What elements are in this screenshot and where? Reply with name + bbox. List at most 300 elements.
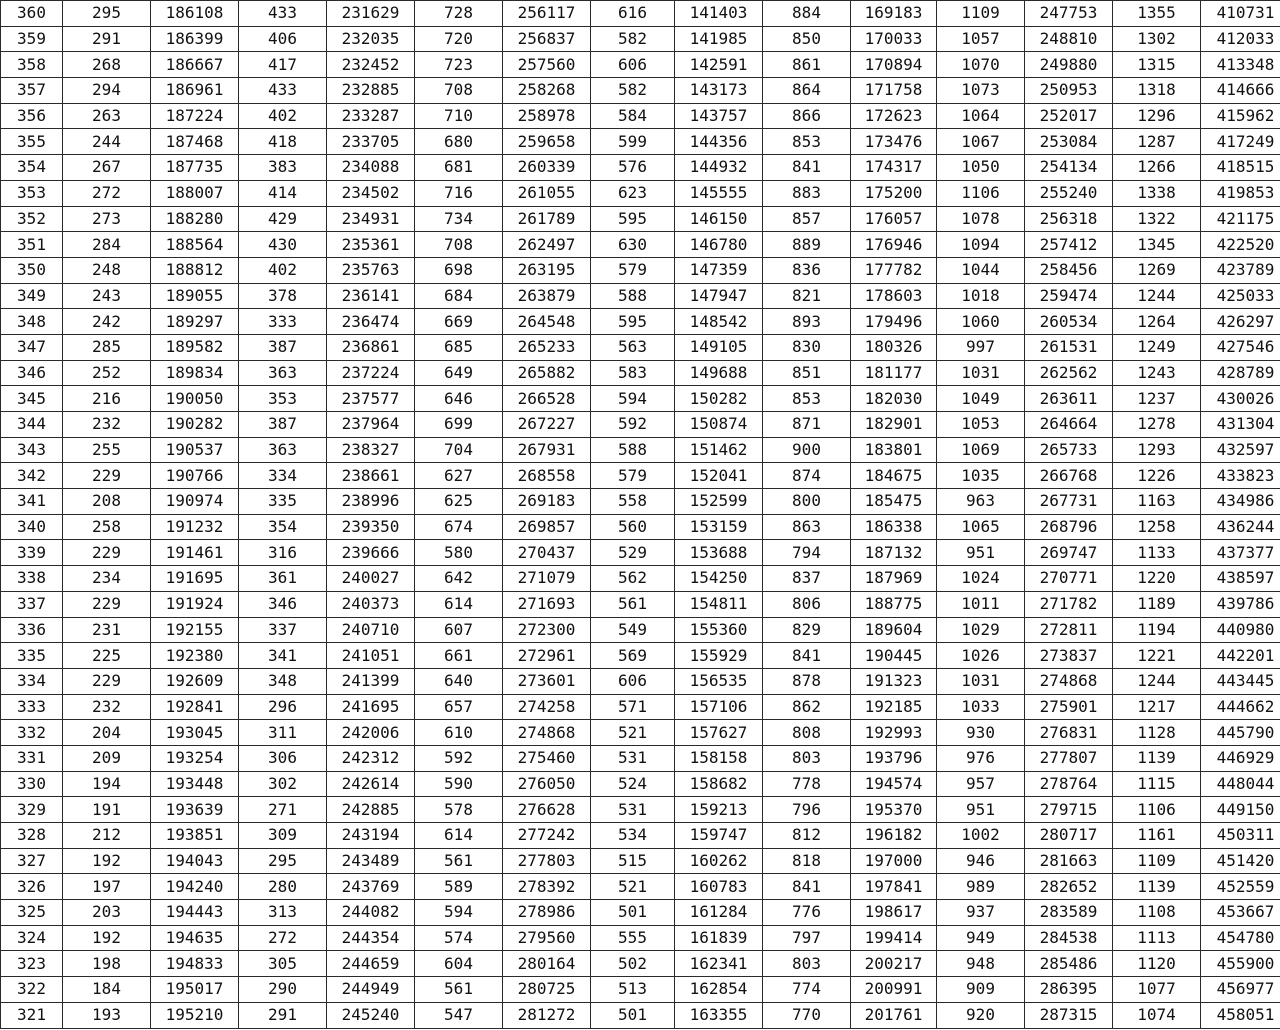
- table-row: [1, 437, 1280, 463]
- table-cell: 233705: [327, 129, 415, 155]
- table-cell: 862: [763, 694, 851, 720]
- table-body: [1, 1, 1280, 1029]
- table-cell: 774: [763, 977, 851, 1003]
- table-cell: 1044: [937, 257, 1025, 283]
- table-row: [1, 412, 1280, 438]
- table-cell: 337: [239, 617, 327, 643]
- table-cell: 146150: [675, 206, 763, 232]
- table-cell: 521: [591, 874, 675, 900]
- table-cell: 841: [763, 643, 851, 669]
- table-cell: 187224: [151, 103, 239, 129]
- table-cell: 242006: [327, 720, 415, 746]
- table-cell: 614: [415, 823, 503, 849]
- table-cell: 429: [239, 206, 327, 232]
- table-cell: 884: [763, 1, 851, 27]
- table-cell: 191924: [151, 591, 239, 617]
- table-cell: 630: [591, 232, 675, 258]
- table-cell: 681: [415, 155, 503, 181]
- table-cell: 194635: [151, 925, 239, 951]
- table-cell: 1106: [1113, 797, 1201, 823]
- table-cell: 1302: [1113, 26, 1201, 52]
- table-cell: 889: [763, 232, 851, 258]
- table-cell: 192993: [851, 720, 937, 746]
- table-cell: 800: [763, 489, 851, 515]
- table-cell: 1226: [1113, 463, 1201, 489]
- table-cell: 1244: [1113, 283, 1201, 309]
- table-row: [1, 309, 1280, 335]
- table-cell: 147947: [675, 283, 763, 309]
- table-cell: 949: [937, 925, 1025, 951]
- table-cell: 253084: [1025, 129, 1113, 155]
- table-cell: 248: [63, 257, 151, 283]
- table-cell: 270437: [503, 540, 591, 566]
- table-cell: 418515: [1201, 155, 1280, 181]
- score-cell: 329: [1, 797, 63, 823]
- table-cell: 582: [591, 78, 675, 104]
- table-cell: 657: [415, 694, 503, 720]
- table-cell: 448044: [1201, 771, 1280, 797]
- table-cell: 149105: [675, 334, 763, 360]
- table-cell: 900: [763, 437, 851, 463]
- score-cell: 337: [1, 591, 63, 617]
- score-cell: 324: [1, 925, 63, 951]
- table-cell: 245240: [327, 1002, 415, 1028]
- table-cell: 234502: [327, 180, 415, 206]
- table-cell: 1011: [937, 591, 1025, 617]
- table-cell: 1266: [1113, 155, 1201, 181]
- table-cell: 241399: [327, 668, 415, 694]
- table-cell: 232035: [327, 26, 415, 52]
- table-cell: 274258: [503, 694, 591, 720]
- table-cell: 193639: [151, 797, 239, 823]
- table-cell: 623: [591, 180, 675, 206]
- table-cell: 555: [591, 925, 675, 951]
- table-cell: 212: [63, 823, 151, 849]
- table-cell: 1264: [1113, 309, 1201, 335]
- table-cell: 158158: [675, 745, 763, 771]
- table-cell: 260339: [503, 155, 591, 181]
- table-cell: 1094: [937, 232, 1025, 258]
- table-cell: 646: [415, 386, 503, 412]
- table-cell: 989: [937, 874, 1025, 900]
- table-cell: 649: [415, 360, 503, 386]
- table-row: [1, 180, 1280, 206]
- table-cell: 563: [591, 334, 675, 360]
- table-cell: 534: [591, 823, 675, 849]
- table-cell: 277803: [503, 848, 591, 874]
- table-cell: 558: [591, 489, 675, 515]
- table-cell: 260534: [1025, 309, 1113, 335]
- table-cell: 920: [937, 1002, 1025, 1028]
- table-cell: 190974: [151, 489, 239, 515]
- table-cell: 232452: [327, 52, 415, 78]
- table-cell: 1106: [937, 180, 1025, 206]
- table-cell: 442201: [1201, 643, 1280, 669]
- table-cell: 239350: [327, 514, 415, 540]
- table-cell: 194: [63, 771, 151, 797]
- table-cell: 571: [591, 694, 675, 720]
- table-row: [1, 206, 1280, 232]
- table-cell: 241051: [327, 643, 415, 669]
- score-cell: 353: [1, 180, 63, 206]
- table-cell: 272811: [1025, 617, 1113, 643]
- table-cell: 261055: [503, 180, 591, 206]
- table-row: [1, 823, 1280, 849]
- table-cell: 909: [937, 977, 1025, 1003]
- table-cell: 590: [415, 771, 503, 797]
- table-cell: 232885: [327, 78, 415, 104]
- table-row: [1, 129, 1280, 155]
- table-cell: 606: [591, 668, 675, 694]
- table-cell: 861: [763, 52, 851, 78]
- score-cell: 358: [1, 52, 63, 78]
- score-cell: 348: [1, 309, 63, 335]
- table-cell: 244: [63, 129, 151, 155]
- table-cell: 188775: [851, 591, 937, 617]
- table-cell: 1065: [937, 514, 1025, 540]
- table-cell: 247753: [1025, 1, 1113, 27]
- table-cell: 193: [63, 1002, 151, 1028]
- table-cell: 271079: [503, 566, 591, 592]
- table-cell: 263195: [503, 257, 591, 283]
- table-cell: 269183: [503, 489, 591, 515]
- score-cell: 322: [1, 977, 63, 1003]
- table-cell: 561: [415, 977, 503, 1003]
- table-row: [1, 78, 1280, 104]
- table-cell: 273837: [1025, 643, 1113, 669]
- table-cell: 311: [239, 720, 327, 746]
- table-cell: 313: [239, 900, 327, 926]
- table-cell: 1139: [1113, 874, 1201, 900]
- table-cell: 521: [591, 720, 675, 746]
- table-cell: 599: [591, 129, 675, 155]
- table-cell: 255: [63, 437, 151, 463]
- table-cell: 240373: [327, 591, 415, 617]
- table-cell: 290: [239, 977, 327, 1003]
- table-cell: 194443: [151, 900, 239, 926]
- table-cell: 723: [415, 52, 503, 78]
- table-cell: 177782: [851, 257, 937, 283]
- table-cell: 275901: [1025, 694, 1113, 720]
- table-cell: 186667: [151, 52, 239, 78]
- table-cell: 857: [763, 206, 851, 232]
- table-cell: 529: [591, 540, 675, 566]
- table-cell: 720: [415, 26, 503, 52]
- table-cell: 642: [415, 566, 503, 592]
- table-cell: 1109: [937, 1, 1025, 27]
- table-cell: 175200: [851, 180, 937, 206]
- table-cell: 280725: [503, 977, 591, 1003]
- table-cell: 236474: [327, 309, 415, 335]
- table-cell: 244082: [327, 900, 415, 926]
- table-cell: 574: [415, 925, 503, 951]
- table-cell: 383: [239, 155, 327, 181]
- table-cell: 233287: [327, 103, 415, 129]
- score-cell: 349: [1, 283, 63, 309]
- table-cell: 841: [763, 874, 851, 900]
- table-row: [1, 26, 1280, 52]
- table-cell: 281272: [503, 1002, 591, 1028]
- table-cell: 710: [415, 103, 503, 129]
- table-cell: 265233: [503, 334, 591, 360]
- table-cell: 414: [239, 180, 327, 206]
- table-cell: 174317: [851, 155, 937, 181]
- table-cell: 170033: [851, 26, 937, 52]
- table-cell: 268558: [503, 463, 591, 489]
- table-cell: 242312: [327, 745, 415, 771]
- table-cell: 341: [239, 643, 327, 669]
- table-cell: 190050: [151, 386, 239, 412]
- table-cell: 147359: [675, 257, 763, 283]
- table-cell: 417: [239, 52, 327, 78]
- table-cell: 451420: [1201, 848, 1280, 874]
- table-cell: 152041: [675, 463, 763, 489]
- table-cell: 193796: [851, 745, 937, 771]
- table-cell: 430026: [1201, 386, 1280, 412]
- table-cell: 216: [63, 386, 151, 412]
- table-cell: 850: [763, 26, 851, 52]
- score-cell: 356: [1, 103, 63, 129]
- table-cell: 445790: [1201, 720, 1280, 746]
- table-cell: 194240: [151, 874, 239, 900]
- score-cell: 360: [1, 1, 63, 27]
- table-row: [1, 360, 1280, 386]
- table-cell: 271782: [1025, 591, 1113, 617]
- table-cell: 1345: [1113, 232, 1201, 258]
- table-cell: 184675: [851, 463, 937, 489]
- table-row: [1, 386, 1280, 412]
- table-row: [1, 668, 1280, 694]
- table-cell: 302: [239, 771, 327, 797]
- table-cell: 159213: [675, 797, 763, 823]
- score-cell: 321: [1, 1002, 63, 1028]
- table-cell: 150874: [675, 412, 763, 438]
- table-cell: 453667: [1201, 900, 1280, 926]
- table-cell: 1237: [1113, 386, 1201, 412]
- table-cell: 159747: [675, 823, 763, 849]
- table-cell: 268: [63, 52, 151, 78]
- table-cell: 946: [937, 848, 1025, 874]
- table-cell: 203: [63, 900, 151, 926]
- table-cell: 234088: [327, 155, 415, 181]
- table-cell: 296: [239, 694, 327, 720]
- table-cell: 1057: [937, 26, 1025, 52]
- table-cell: 456977: [1201, 977, 1280, 1003]
- table-cell: 182901: [851, 412, 937, 438]
- table-cell: 871: [763, 412, 851, 438]
- table-cell: 402: [239, 257, 327, 283]
- table-cell: 878: [763, 668, 851, 694]
- table-cell: 294: [63, 78, 151, 104]
- table-cell: 794: [763, 540, 851, 566]
- table-cell: 1077: [1113, 977, 1201, 1003]
- table-cell: 309: [239, 823, 327, 849]
- table-cell: 263879: [503, 283, 591, 309]
- table-cell: 1278: [1113, 412, 1201, 438]
- table-cell: 192: [63, 925, 151, 951]
- table-cell: 305: [239, 951, 327, 977]
- table-cell: 812: [763, 823, 851, 849]
- table-cell: 284: [63, 232, 151, 258]
- table-cell: 669: [415, 309, 503, 335]
- table-cell: 1064: [937, 103, 1025, 129]
- score-cell: 352: [1, 206, 63, 232]
- score-cell: 323: [1, 951, 63, 977]
- score-cell: 345: [1, 386, 63, 412]
- table-cell: 1194: [1113, 617, 1201, 643]
- table-cell: 239666: [327, 540, 415, 566]
- table-row: [1, 155, 1280, 181]
- table-cell: 169183: [851, 1, 937, 27]
- table-cell: 242614: [327, 771, 415, 797]
- table-cell: 893: [763, 309, 851, 335]
- table-cell: 267731: [1025, 489, 1113, 515]
- table-cell: 433823: [1201, 463, 1280, 489]
- table-cell: 143757: [675, 103, 763, 129]
- table-cell: 1315: [1113, 52, 1201, 78]
- table-cell: 184: [63, 977, 151, 1003]
- score-cell: 347: [1, 334, 63, 360]
- table-cell: 354: [239, 514, 327, 540]
- table-row: [1, 257, 1280, 283]
- table-cell: 874: [763, 463, 851, 489]
- table-cell: 204: [63, 720, 151, 746]
- table-cell: 1029: [937, 617, 1025, 643]
- table-cell: 194043: [151, 848, 239, 874]
- table-cell: 145555: [675, 180, 763, 206]
- table-cell: 335: [239, 489, 327, 515]
- table-cell: 192380: [151, 643, 239, 669]
- table-row: [1, 874, 1280, 900]
- table-cell: 1128: [1113, 720, 1201, 746]
- table-cell: 1070: [937, 52, 1025, 78]
- table-cell: 199414: [851, 925, 937, 951]
- table-cell: 450311: [1201, 823, 1280, 849]
- table-cell: 172623: [851, 103, 937, 129]
- table-cell: 1033: [937, 694, 1025, 720]
- table-cell: 797: [763, 925, 851, 951]
- table-cell: 237964: [327, 412, 415, 438]
- table-cell: 547: [415, 1002, 503, 1028]
- table-cell: 157627: [675, 720, 763, 746]
- table-cell: 143173: [675, 78, 763, 104]
- table-cell: 412033: [1201, 26, 1280, 52]
- table-cell: 594: [415, 900, 503, 926]
- table-row: [1, 232, 1280, 258]
- table-cell: 235763: [327, 257, 415, 283]
- table-cell: 433: [239, 1, 327, 27]
- table-cell: 1069: [937, 437, 1025, 463]
- table-cell: 250953: [1025, 78, 1113, 104]
- table-cell: 189055: [151, 283, 239, 309]
- table-cell: 229: [63, 540, 151, 566]
- table-cell: 144932: [675, 155, 763, 181]
- table-cell: 269747: [1025, 540, 1113, 566]
- table-cell: 437377: [1201, 540, 1280, 566]
- table-cell: 406: [239, 26, 327, 52]
- table-cell: 191232: [151, 514, 239, 540]
- table-row: [1, 643, 1280, 669]
- table-cell: 242: [63, 309, 151, 335]
- table-cell: 502: [591, 951, 675, 977]
- table-cell: 154250: [675, 566, 763, 592]
- table-cell: 179496: [851, 309, 937, 335]
- table-cell: 286395: [1025, 977, 1113, 1003]
- table-cell: 1163: [1113, 489, 1201, 515]
- table-cell: 197841: [851, 874, 937, 900]
- table-cell: 244659: [327, 951, 415, 977]
- table-cell: 708: [415, 78, 503, 104]
- table-cell: 186108: [151, 1, 239, 27]
- table-cell: 225: [63, 643, 151, 669]
- table-cell: 200217: [851, 951, 937, 977]
- table-cell: 178603: [851, 283, 937, 309]
- table-cell: 513: [591, 977, 675, 1003]
- table-cell: 818: [763, 848, 851, 874]
- table-cell: 144356: [675, 129, 763, 155]
- table-row: [1, 489, 1280, 515]
- table-cell: 149688: [675, 360, 763, 386]
- table-cell: 160783: [675, 874, 763, 900]
- table-cell: 853: [763, 129, 851, 155]
- table-cell: 1244: [1113, 668, 1201, 694]
- table-cell: 234931: [327, 206, 415, 232]
- table-cell: 261531: [1025, 334, 1113, 360]
- table-cell: 291: [63, 26, 151, 52]
- score-cell: 333: [1, 694, 63, 720]
- table-cell: 259658: [503, 129, 591, 155]
- table-cell: 1060: [937, 309, 1025, 335]
- table-cell: 455900: [1201, 951, 1280, 977]
- table-cell: 569: [591, 643, 675, 669]
- table-cell: 238327: [327, 437, 415, 463]
- table-cell: 1050: [937, 155, 1025, 181]
- table-cell: 232: [63, 694, 151, 720]
- score-cell: 350: [1, 257, 63, 283]
- table-cell: 264548: [503, 309, 591, 335]
- table-cell: 267227: [503, 412, 591, 438]
- table-cell: 196182: [851, 823, 937, 849]
- table-cell: 583: [591, 360, 675, 386]
- table-cell: 778: [763, 771, 851, 797]
- table-cell: 306: [239, 745, 327, 771]
- table-cell: 589: [415, 874, 503, 900]
- table-cell: 285486: [1025, 951, 1113, 977]
- table-cell: 410731: [1201, 1, 1280, 27]
- table-cell: 1035: [937, 463, 1025, 489]
- table-cell: 436244: [1201, 514, 1280, 540]
- table-cell: 185475: [851, 489, 937, 515]
- table-cell: 1113: [1113, 925, 1201, 951]
- table-row: [1, 514, 1280, 540]
- table-cell: 610: [415, 720, 503, 746]
- table-cell: 229: [63, 591, 151, 617]
- table-cell: 191695: [151, 566, 239, 592]
- table-cell: 1338: [1113, 180, 1201, 206]
- table-cell: 190537: [151, 437, 239, 463]
- table-cell: 281663: [1025, 848, 1113, 874]
- table-cell: 276050: [503, 771, 591, 797]
- table-cell: 280717: [1025, 823, 1113, 849]
- score-cell: 335: [1, 643, 63, 669]
- table-cell: 1120: [1113, 951, 1201, 977]
- table-cell: 348: [239, 668, 327, 694]
- table-cell: 951: [937, 540, 1025, 566]
- table-cell: 963: [937, 489, 1025, 515]
- table-cell: 446929: [1201, 745, 1280, 771]
- table-cell: 243489: [327, 848, 415, 874]
- table-cell: 1269: [1113, 257, 1201, 283]
